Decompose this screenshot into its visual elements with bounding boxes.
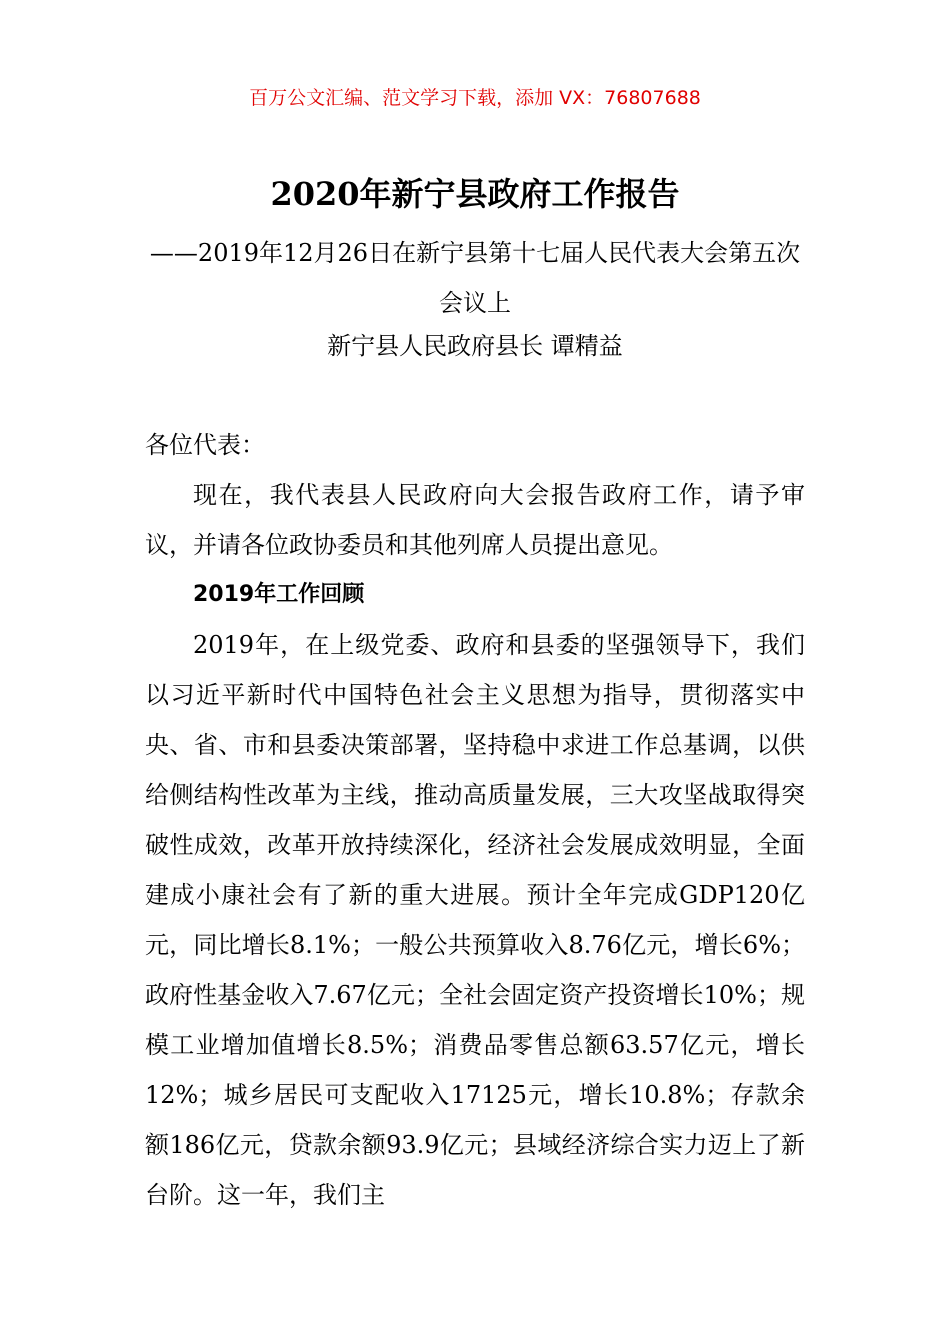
download-banner: 百万公文汇编、范文学习下载，添加 VX：76807688 <box>249 87 701 109</box>
section-heading: 2019年工作回顾 <box>193 582 365 607</box>
intro-paragraph: 现在，我代表县人民政府向大会报告政府工作，请予审议，并请各位政协委员和其他列席人员提出意见。 <box>145 481 805 559</box>
document-title: 2020年新宁县政府工作报告 <box>270 175 680 213</box>
salutation: 各位代表： <box>145 431 265 459</box>
document-subtitle: ——2019年12月26日在新宁县第十七届人民代表大会第五次会议上 <box>149 239 801 317</box>
speaker-line: 新宁县人民政府县长 谭精益 <box>327 332 623 360</box>
review-paragraph: 2019年，在上级党委、政府和县委的坚强领导下，我们以习近平新时代中国特色社会主义思想为指导，贯彻落实中央、省、市和县委决策部署，坚持稳中求进工作总基调，以供给侧结构性改革为主线，推动高质量发展，三大攻坚战取得突破性成效，改革开放持续深化，经济社会发展成效明显，全面建成小康社会有了新的重大进展。预计全年完成GDP120亿元，同比增长8.1%；一般公共预算收入8.76亿元，增长6%；政府性基金收入7.67亿元；全社会固定资产投资增长10%；规模工业增加值增长8.5%；消费品零售总额63.57亿元，增长12%；城乡居民可支配收入17125元，增长10.8%；存款余额186亿元，贷款余额93.9亿元；县域经济综合实力迈上了新台阶。这一年，我们主 <box>145 631 805 1209</box>
document-body <box>145 420 805 1220</box>
